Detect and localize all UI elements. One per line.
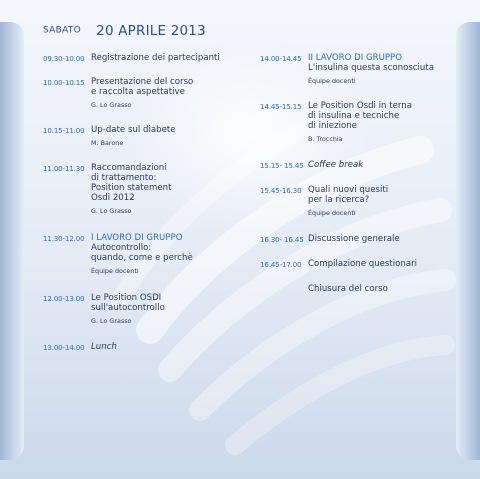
session-item xyxy=(91,125,256,147)
session-time: 16.45-17.00 xyxy=(260,261,302,269)
session-title: Discussione generale xyxy=(308,234,400,244)
day-header xyxy=(43,20,206,39)
session-time: 09.30-10.00 xyxy=(43,55,85,63)
day-date: 20 APRILE 2013 xyxy=(96,22,206,39)
session-item xyxy=(91,77,256,109)
session-title: Le Position OSDI sull'autocontrollo xyxy=(91,293,165,313)
session-time: 10.00-10.15 xyxy=(43,79,85,87)
session-item xyxy=(308,101,456,143)
session-item xyxy=(91,163,256,215)
session-time: 12.00-13.00 xyxy=(43,295,85,303)
session-item xyxy=(308,259,456,269)
session-item xyxy=(308,284,456,294)
session-item xyxy=(308,234,456,244)
session-item xyxy=(91,293,256,325)
session-item xyxy=(91,53,256,63)
session-speaker: G. Lo Grasso xyxy=(91,207,132,215)
session-item xyxy=(308,185,456,217)
session-time: 16.30- 16.45 xyxy=(260,236,304,244)
session-time: 10.15-11.00 xyxy=(43,127,85,135)
session-heading: II LAVORO DI GRUPPO xyxy=(308,53,403,63)
session-time: 11.30-12.00 xyxy=(43,235,85,243)
session-time: 13.00-14.00 xyxy=(43,344,85,352)
session-speaker: G. Lo Grasso xyxy=(91,317,132,325)
session-time: 15.45-16.30 xyxy=(260,187,302,195)
session-time: 14.45-15.15 xyxy=(260,103,302,111)
day-name: SABATO xyxy=(43,25,82,36)
session-title: Quali nuovi quesiti per la ricerca? xyxy=(308,185,389,205)
session-heading: I LAVORO DI GRUPPO xyxy=(91,233,183,243)
session-title: Raccomandazioni di trattamento: Position statement Osdi 2012 xyxy=(91,163,172,203)
session-title: Autocontrollo: quando, come e perchè xyxy=(91,243,193,263)
session-title: Up-date sul diabete xyxy=(91,125,176,135)
session-item xyxy=(91,233,256,275)
session-item xyxy=(91,342,256,352)
session-speaker: Équipe docenti xyxy=(308,209,356,217)
session-title: L'insulina questa sconosciuta xyxy=(308,63,434,73)
session-title: Chiusura del corso xyxy=(308,284,388,294)
session-speaker: M. Barone xyxy=(91,139,124,147)
session-time: 15.15- 15.45 xyxy=(260,162,304,170)
session-title: Lunch xyxy=(91,342,117,352)
session-title: Compilazione questionari xyxy=(308,259,418,269)
session-title: Coffee break xyxy=(308,160,364,170)
session-title: Le Position Osdi in terna di insulina e tecniche di iniezione xyxy=(308,101,412,131)
session-item xyxy=(308,53,456,85)
session-speaker: B. Trocchia xyxy=(308,135,343,143)
session-item xyxy=(308,160,456,170)
session-speaker: G. Lo Grasso xyxy=(91,101,132,109)
session-speaker: Équipe docenti xyxy=(91,267,139,275)
session-speaker: Équipe docenti xyxy=(308,77,356,85)
session-title: Registrazione dei partecipanti xyxy=(91,53,220,63)
session-time: 11.00-11.30 xyxy=(43,165,85,173)
session-time: 14.00-14.45 xyxy=(260,55,302,63)
session-title: Presentazione del corso e raccolta aspettative xyxy=(91,77,194,97)
